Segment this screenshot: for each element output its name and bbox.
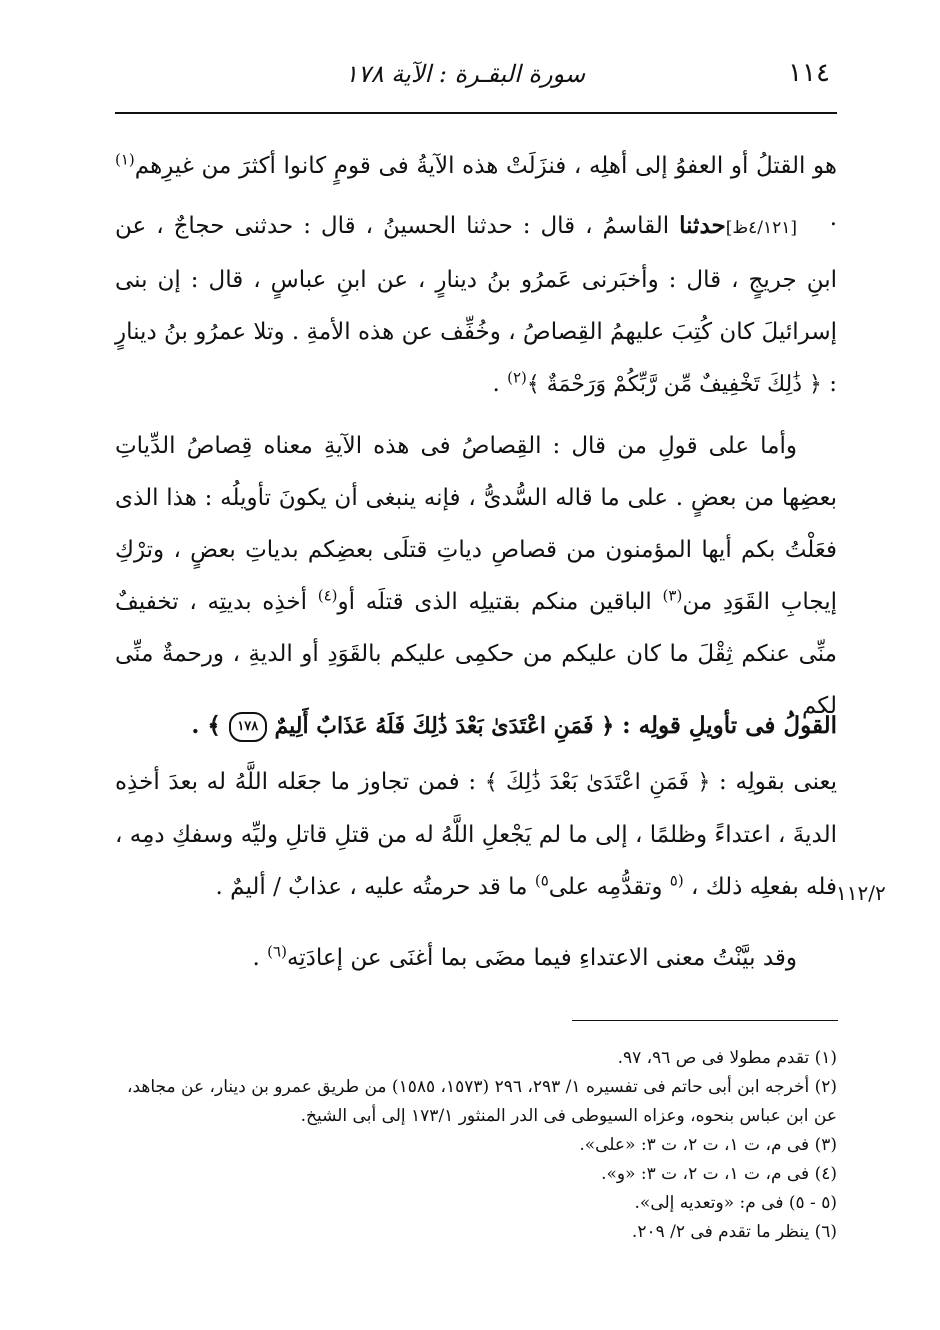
heading-text: القولُ فى تأويلِ قولِه : <box>614 712 837 739</box>
paragraph-text: وقد بيَّنْتُ معنى الاعتداءِ فيما مضَى بما أغنَى عن إعادَتِه <box>286 945 797 971</box>
paragraph-text: وأما على قولِ من قال : القِصاصُ فى هذه الآيةِ معناه قِصاصُ الدِّياتِ بعضِها من بعضٍ . على ما قاله السُّدىُّ ، فإنه ينبغى أن يكونَ تأويلُه : هذا الذى فعَلْتُ بكم أيها المؤمنون من قصاصِ دياتِ قتلَى بعضِكم بدياتِ بعضٍ ، وترْكِ إيجابِ القَوَدِ من <box>115 433 838 615</box>
page-header <box>115 52 830 100</box>
footnote-marker: (٣) <box>662 586 683 605</box>
narration-lead: حدثنا <box>679 212 726 239</box>
footnote: (٦) ينظر ما تقدم فى ٢/ ٢٠٩. <box>631 1222 837 1242</box>
running-title: سورة البقـرة : الآية ١٧٨ <box>345 60 586 88</box>
punctuation: . <box>252 945 268 971</box>
footnote-marker: ٥) <box>534 871 549 890</box>
paragraph-3 <box>115 420 837 732</box>
margin-page-ref: ١١٢/٢ <box>836 881 886 905</box>
footnote: (٣) فى م، ت ١، ت ٢، ت ٣: «على». <box>579 1135 837 1155</box>
footnote-marker: (٢) <box>507 368 527 387</box>
paragraph-text: هو القتلُ أو العفوُ إلى أهلِه ، فنزَلَتْ هذه الآيةُ فى قومٍ كانوا أكثرَ من غيرِهم <box>134 153 838 179</box>
punctuation: ﴾ . <box>191 712 229 739</box>
footnotes <box>115 1044 837 1247</box>
footnote: (٥ - ٥) فى م: «وتعديه إلى». <box>634 1193 837 1213</box>
footnote: (٢) أخرجه ابن أبى حاتم فى تفسيره ١/ ٢٩٣، ٢٩٦ (١٥٧٣، ١٥٨٥) من طريق عمرو بن دينار، عن مجاهد، عن ابن عباس بنحوه، وعزاه السيوطى فى الدر المنثور ١٧٣/١ إلى أبى الشيخ. <box>126 1077 837 1126</box>
header-rule <box>115 112 837 114</box>
paragraph-text: : فمن تجاوز ما جعَله اللَّهُ له بعدَ أخذِه الديةَ ، اعتداءً وظلمًا ، إلى ما لم يَجْعلِ اللَّهُ له من قتلِ قاتلِ وليِّه وسفكِ دمِه ، فله بفعلِه ذلك ، <box>115 769 837 900</box>
punctuation: . <box>829 205 837 231</box>
footnote-marker: (٤) <box>317 586 338 605</box>
paragraph-4 <box>115 756 837 913</box>
page-number: ١١٤ <box>788 58 830 88</box>
paragraph-text: أخذِه بديتِه ، تخفيفٌ منِّى عنكم ثِقْلَ ما كان عليكم من حكمِى عليكم بالقَوَدِ أو الديةِ ، ورحمةٌ منِّى لكم . <box>115 589 837 719</box>
footnote: (٤) فى م، ت ١، ت ٢، ت ٣: «و». <box>601 1164 837 1184</box>
paragraph-text: ما قد حرمتُه عليه ، عذابٌ / أليمٌ . <box>215 874 535 900</box>
paragraph-text: يعنى بقولِه : <box>710 769 838 795</box>
paragraph-text: القاسمُ ، قال : حدثنا الحسينُ ، قال : حدثنى حجاجٌ ، عن ابنِ جريجٍ ، قال : وأخبَرنى عَمرُو بنُ دينارٍ ، عن ابنِ عباسٍ ، قال : إن بنى إسرائيلَ كان كُتِبَ عليهمُ القِصاصُ ، وخُفِّف عن هذه الأمةِ . وتلا عمرُو بنُ دينارٍ : <box>115 213 837 397</box>
footnote-marker: (١) <box>115 150 135 169</box>
section-heading <box>115 700 837 752</box>
manuscript-ref: [٤/١٢١ظ] <box>725 218 797 238</box>
paragraph-text: الباقين منكم بقتيلِه الذى قتلَه أو <box>337 589 663 615</box>
paragraph-2 <box>115 200 837 411</box>
paragraph-5 <box>115 932 837 984</box>
footnote-marker: (٦) <box>267 942 287 961</box>
footnote-rule <box>572 1020 838 1021</box>
quran-verse: ﴿ ذَٰلِكَ تَخْفِيفٌ مِّن رَّبِّكُمْ وَرَحْمَةٌ ﴾ <box>526 372 822 397</box>
footnote-marker: (٥ <box>669 871 684 890</box>
ayah-number-badge: ١٧٨ <box>229 712 267 742</box>
footnote: (١) تقدم مطولا فى ص ٩٦، ٩٧. <box>617 1048 837 1068</box>
paragraph-text: وتقدُّمِه على <box>548 874 670 900</box>
punctuation: . <box>492 371 508 397</box>
quran-verse: ﴿ فَمَنِ اعْتَدَىٰ بَعْدَ ذَٰلِكَ ﴾ <box>484 770 711 795</box>
quran-verse: ﴿ فَمَنِ اعْتَدَىٰ بَعْدَ ذَٰلِكَ فَلَهُ عَذَابٌ أَلِيمٌ <box>266 713 615 739</box>
